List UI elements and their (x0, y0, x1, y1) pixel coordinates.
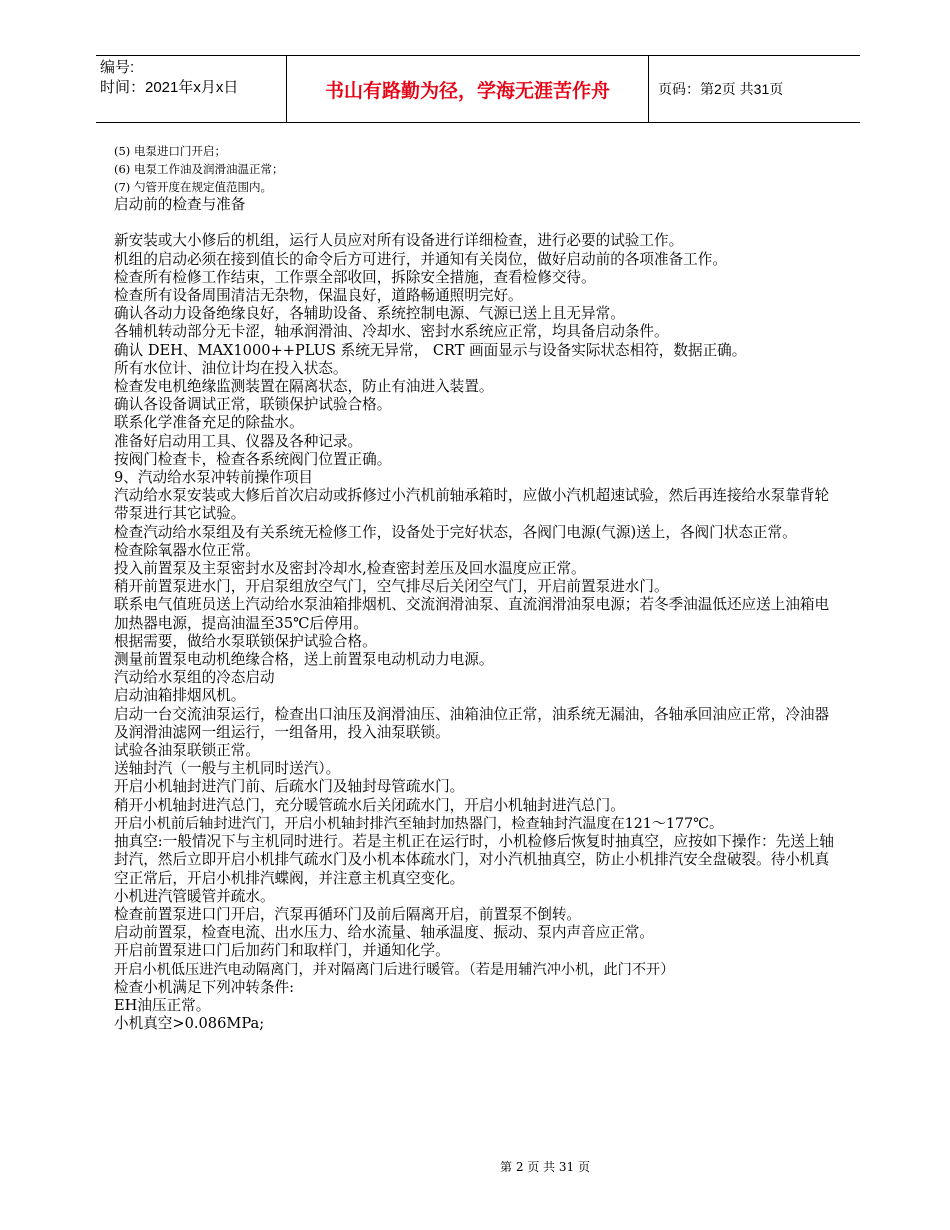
paragraph: 确认各设备调试正常，联锁保护试验合格。 (114, 396, 392, 414)
page-header (96, 55, 860, 123)
paragraph: 汽动给水泵安装或大修后首次启动或拆修过小汽机前轴承箱时，应做小汽机超速试验，然后再连接给水泵靠背轮带泵进行其它试验。 (114, 487, 830, 523)
paragraph: 检查所有检修工作结束，工作票全部收回，拆除安全措施，查看检修交待。 (114, 268, 596, 286)
paragraph: 开启小机轴封进汽门前、后疏水门及轴封母管疏水门。 (114, 778, 465, 796)
paragraph: 按阀门检查卡，检查各系统阀门位置正确。 (114, 450, 392, 468)
footer-page-number: 第 2 页 共 31 页 (500, 1160, 590, 1174)
paragraph: 小机进汽管暖管并疏水。 (114, 887, 275, 905)
section-heading: 启动前的检查与准备 (114, 196, 246, 213)
paragraph: 各辅机转动部分无卡涩，轴承润滑油、冷却水、密封水系统应正常，均具备启动条件。 (114, 323, 669, 341)
paragraph: 检查发电机绝缘监测装置在隔离状态，防止有油进入装置。 (114, 378, 494, 396)
paragraph: 试验各油泵联锁正常。 (114, 742, 260, 760)
paragraph: 确认各动力设备绝缘良好，各辅助设备、系统控制电源、气源已送上且无异常。 (114, 305, 625, 323)
paragraph: 检查前置泵进口门开启，汽泵再循环门及前后隔离开启，前置泵不倒转。 (114, 905, 582, 923)
paragraph: 稍开小机轴封进汽总门，充分暖管疏水后关闭疏水门，开启小机轴封进汽总门。 (114, 796, 625, 814)
paragraph: 检查除氧器水位正常。 (114, 541, 260, 559)
paragraph: 开启小机前后轴封进汽门，开启小机轴封排汽至轴封加热器门，检查轴封汽温度在121～177℃。 (114, 815, 724, 832)
paragraph: 机组的启动必须在接到值长的命令后方可进行，并通知有关岗位，做好启动前的各项准备工作。 (114, 250, 727, 268)
section-heading: 汽动给水泵组的冷态启动 (114, 669, 275, 687)
paragraph: 启动前置泵，检查电流、出水压力、给水流量、轴承温度、振动、泵内声音应正常。 (114, 924, 654, 942)
list-item: (6) 电泵工作油及润滑油温正常； (114, 162, 284, 176)
paragraph: 新安装或大小修后的机组，运行人员应对所有设备进行详细检查，进行必要的试验工作。 (114, 232, 684, 250)
paragraph: 检查汽动给水泵组及有关系统无检修工作，设备处于完好状态，各阀门电源(气源)送上，各阀门状态正常。 (114, 523, 797, 541)
paragraph: 检查所有设备周围清洁无杂物，保温良好，道路畅通照明完好。 (114, 287, 523, 304)
paragraph: 开启前置泵进口门后加药门和取样门，并通知化学。 (114, 942, 450, 960)
header-meta (100, 58, 286, 120)
header-motto: 书山有路勤为径，学海无涯苦作舟 (324, 79, 610, 102)
paragraph: 送轴封汽（一般与主机同时送汽）。 (114, 760, 341, 778)
paragraph: 开启小机低压进汽电动隔离门，并对隔离门后进行暖管。（若是用辅汽冲小机，此门不开） (114, 961, 675, 978)
blank-line (114, 214, 834, 232)
paragraph: 联系化学准备充足的除盐水。 (114, 414, 304, 432)
paragraph: 所有水位计、油位计均在投入状态。 (114, 359, 348, 377)
list-item: (7) 勺管开度在规定值范围内。 (114, 180, 272, 194)
header-number-label: 编号: (100, 59, 135, 76)
paragraph: 联系电气值班员送上汽动给水泵油箱排烟机、交流润滑油泵、直流润滑油泵电源；若冬季油温低还应送上油箱电加热器电源，提高油温至35℃后停用。 (114, 596, 830, 632)
paragraph: EH油压正常。 (114, 996, 211, 1014)
paragraph: 准备好启动用工具、仪器及各种记录。 (114, 432, 363, 450)
document-body (114, 142, 834, 1033)
paragraph: 根据需要，做给水泵联锁保护试验合格。 (114, 632, 377, 650)
page-footer (0, 1158, 950, 1175)
header-time-label: 时间：2021年x月x日 (100, 79, 239, 96)
paragraph: 检查小机满足下列冲转条件: (114, 978, 295, 996)
paragraph: 测量前置泵电动机绝缘合格，送上前置泵电动机动力电源。 (114, 651, 494, 669)
paragraph: 启动一台交流油泵运行，检查出口油压及润滑油压、油箱油位正常，油系统无漏油，各轴承回油应正常，冷油器及润滑油滤网一组运行，一组备用，投入油泵联锁。 (114, 705, 830, 741)
paragraph: 确认 DEH、MAX1000++PLUS 系统无异常， CRT 画面显示与设备实际状态相符，数据正确。 (114, 341, 747, 359)
paragraph: 小机真空>0.086MPa; (114, 1015, 265, 1033)
header-divider-right (648, 56, 649, 122)
paragraph: 抽真空:一般情况下与主机同时进行。若是主机正在运行时，小机检修后恢复时抽真空，应按如下操作：先送上轴封汽，然后立即开启小机排气疏水门及小机本体疏水门，对小汽机抽真空，防止小机排汽安全盘破裂。待小机真空正常后，开启小机排汽蝶阀，并注意主机真空变化。 (114, 833, 835, 887)
section-heading: 9、汽动给水泵冲转前操作项目 (114, 469, 314, 487)
paragraph: 启动油箱排烟风机。 (114, 687, 246, 705)
header-page-info: 页码：第2页 共31页 (658, 81, 784, 97)
list-item: (5) 电泵进口门开启； (114, 144, 226, 158)
paragraph: 投入前置泵及主泵密封水及密封冷却水,检查密封差压及回水温度应正常。 (114, 560, 586, 578)
paragraph: 稍开前置泵进水门，开启泵组放空气门，空气排尽后关闭空气门，开启前置泵进水门。 (114, 578, 669, 596)
